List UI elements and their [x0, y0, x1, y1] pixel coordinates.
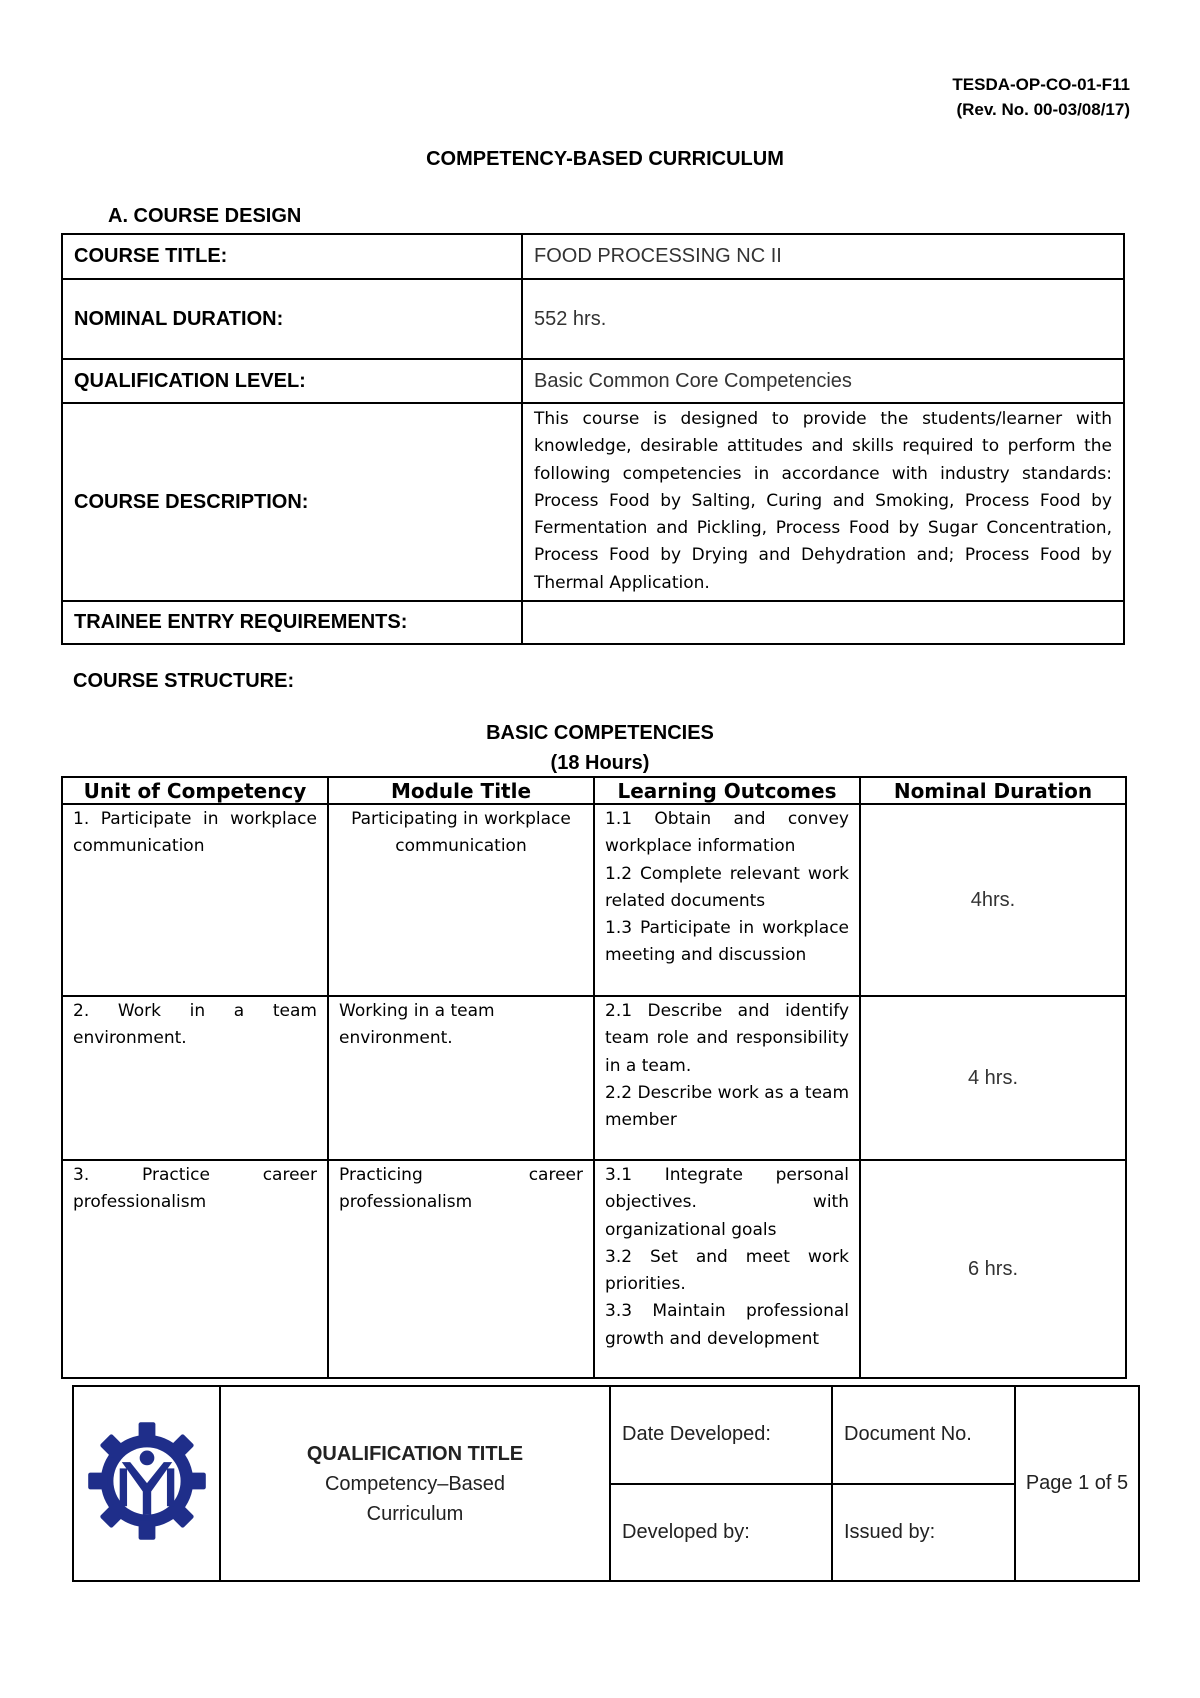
duration-cell: 4hrs.	[860, 804, 1126, 996]
row-label: TRAINEE ENTRY REQUIREMENTS:	[62, 601, 522, 644]
document-footer	[72, 1385, 1140, 1582]
issued-by-cell: Issued by:	[832, 1484, 1015, 1582]
developed-by-cell: Developed by:	[610, 1484, 832, 1582]
table-row	[62, 359, 1124, 403]
learning-outcome: 1.3 Participate in workplace meeting and discussion	[605, 918, 849, 966]
table-row	[62, 279, 1124, 359]
table-row	[62, 601, 1124, 644]
table-row	[62, 234, 1124, 279]
learning-outcome: 1.2 Complete relevant work related documents	[605, 863, 849, 911]
learning-outcome: 1.1 Obtain and convey workplace information	[605, 809, 849, 857]
tesda-logo-icon	[84, 1418, 210, 1544]
row-label: QUALIFICATION LEVEL:	[62, 359, 522, 403]
outcomes-cell	[594, 996, 860, 1160]
course-title-value: FOOD PROCESSING NC II	[522, 234, 1124, 279]
unit-cell: 3. Practice career professionalism	[62, 1160, 328, 1378]
duration-cell: 6 hrs.	[860, 1160, 1126, 1378]
revision-number: (Rev. No. 00-03/08/17)	[956, 100, 1130, 119]
module-cell: Practicing career professionalism	[328, 1160, 594, 1378]
section-course-design: A. COURSE DESIGN	[108, 205, 302, 227]
date-developed-cell: Date Developed:	[610, 1386, 832, 1484]
row-label: COURSE DESCRIPTION:	[62, 403, 522, 601]
qualification-title-cell	[220, 1386, 610, 1581]
module-cell: Working in a team environment.	[328, 996, 594, 1160]
learning-outcome: 3.3 Maintain professional growth and development	[605, 1301, 849, 1349]
competency-table	[61, 776, 1127, 1379]
page-number: Page 1 of 5	[1015, 1386, 1139, 1581]
basic-competencies-title: BASIC COMPETENCIES	[486, 722, 714, 744]
nominal-duration-value: 552 hrs.	[522, 279, 1124, 359]
column-header: Module Title	[328, 777, 594, 804]
basic-competencies-heading	[0, 718, 1200, 778]
course-design-table	[61, 233, 1125, 645]
entry-requirements-value	[522, 601, 1124, 644]
outcomes-cell	[594, 804, 860, 996]
curriculum-subtitle-line1: Competency–Based	[324, 1472, 506, 1495]
curriculum-subtitle-line2: Curriculum	[366, 1502, 464, 1525]
column-header: Unit of Competency	[62, 777, 328, 804]
learning-outcome: 2.2 Describe work as a team member	[605, 1082, 849, 1131]
table-row	[62, 996, 1126, 1160]
course-description-value: This course is designed to provide the students/learner with knowledge, desirable attitudes and skills required to perform the following competencies in accordance with industry standards: Process Food by Salting, Curing and Smoking, Process Food by Fermentation and Pickling, Process Food by Sugar Concentration, Process Food by Drying and Dehydration and; Process Food by Thermal Application.	[522, 403, 1124, 601]
row-label: COURSE TITLE:	[62, 234, 522, 279]
learning-outcome: 3.1 Integrate personal objectives. with organizational goals	[605, 1165, 849, 1240]
qualification-title: QUALIFICATION TITLE	[306, 1442, 524, 1465]
basic-competencies-hours: (18 Hours)	[550, 752, 650, 774]
table-row	[62, 804, 1126, 996]
logo-cell	[73, 1386, 220, 1581]
unit-cell: 1. Participate in workplace communication	[62, 804, 328, 996]
column-header: Nominal Duration	[860, 777, 1126, 804]
module-cell: Participating in workplace communication	[328, 804, 594, 996]
duration-cell: 4 hrs.	[860, 996, 1126, 1160]
table-row	[62, 1160, 1126, 1378]
table-header-row	[62, 777, 1126, 804]
form-code: TESDA-OP-CO-01-F11	[952, 75, 1130, 94]
row-label: NOMINAL DURATION:	[62, 279, 522, 359]
page-title: COMPETENCY-BASED CURRICULUM	[426, 148, 784, 170]
qualification-level-value: Basic Common Core Competencies	[522, 359, 1124, 403]
outcomes-cell	[594, 1160, 860, 1378]
learning-outcome: 2.1 Describe and identify team role and responsibility in a team.	[605, 1001, 849, 1076]
document-no-cell: Document No.	[832, 1386, 1015, 1484]
column-header: Learning Outcomes	[594, 777, 860, 804]
footer-row	[73, 1386, 1139, 1484]
learning-outcome: 3.2 Set and meet work priorities.	[605, 1246, 849, 1295]
unit-cell: 2. Work in a team environment.	[62, 996, 328, 1160]
table-row	[62, 403, 1124, 601]
form-code-block	[952, 72, 1130, 122]
course-structure-label: COURSE STRUCTURE:	[73, 670, 295, 692]
